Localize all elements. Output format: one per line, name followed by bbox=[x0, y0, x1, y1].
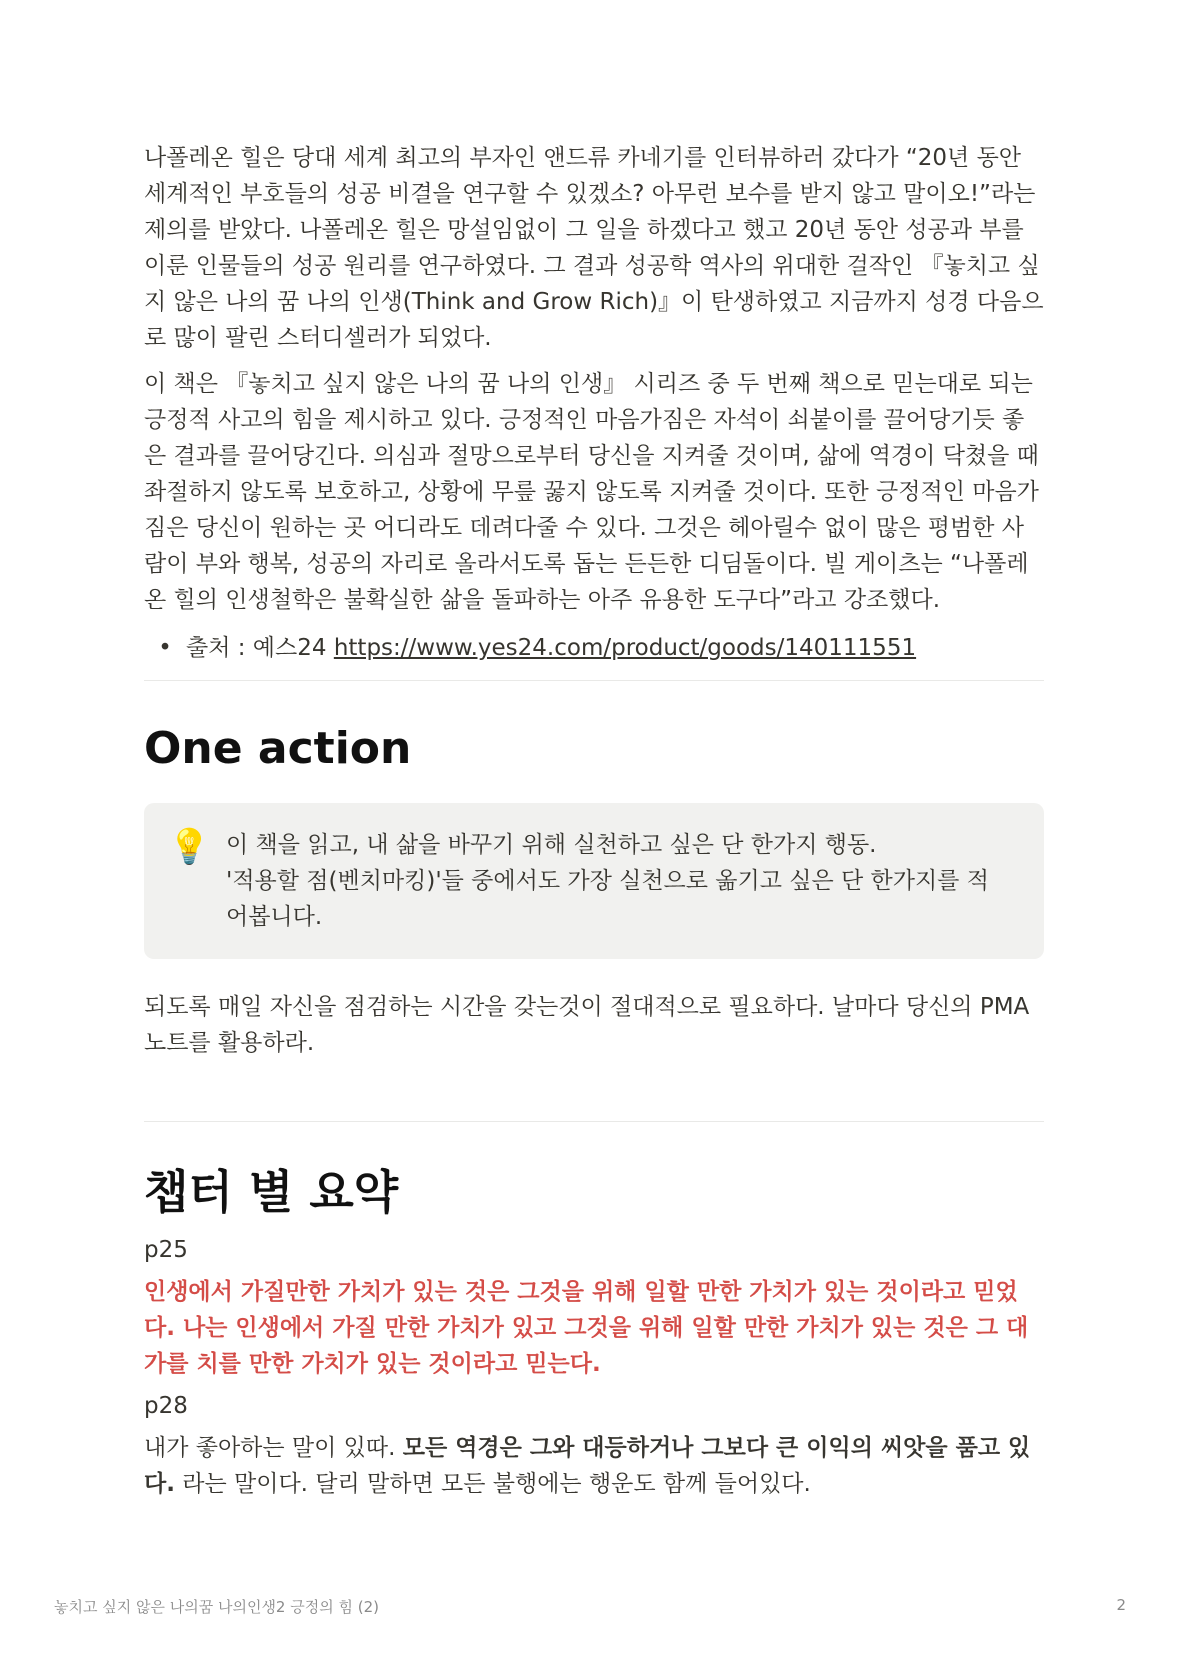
intro-paragraph-2: 이 책은 『놓치고 싶지 않은 나의 꿈 나의 인생』 시리즈 중 두 번째 책으로 믿는대로 되는 긍정적 사고의 힘을 제시하고 있다. 긍정적인 마음가짐은 자석이 쇠붙이를 끌어당기듯 좋은 결과를 끌어당긴다. 의심과 절망으로부터 당신을 지켜줄 것이며, 삶에 역경이 닥쳤을 때 좌절하지 않도록 보호하고, 상황에 무릎 꿇지 않도록 지켜줄 것이다. 또한 긍정적인 마음가짐은 당신이 원하는 곳 어디라도 데려다줄 수 있다. 그것은 헤아릴수 없이 많은 평범한 사람이 부와 행복, 성공의 자리로 올라서도록 돕는 든든한 디딤돌이다. 빌 게이츠는 “나폴레온 힐의 인생철학은 불확실한 삶을 돌파하는 아주 유용한 도구다”라고 강조했다. bbox=[144, 371, 1039, 613]
source-link[interactable]: https://www.yes24.com/product/goods/140111551 bbox=[333, 635, 917, 661]
source-text bbox=[186, 630, 916, 666]
bullet-dot-icon: • bbox=[158, 635, 172, 661]
footer-title: 놓치고 싶지 않은 나의꿈 나의인생2 긍정의 힘 (2) bbox=[54, 1598, 379, 1616]
divider bbox=[144, 1121, 1044, 1122]
one-action-text: 되도록 매일 자신을 점검하는 시간을 갖는것이 절대적으로 필요하다. 날마다 당신의 PMA노트를 활용하라. bbox=[144, 994, 1030, 1056]
p28-bold-quote: 모든 역경은 그와 대등하거나 그보다 큰 이익의 씨앗을 품고 있다. bbox=[144, 1435, 1031, 1497]
page-footer bbox=[54, 1596, 1126, 1617]
page-content bbox=[144, 140, 1044, 1502]
lightbulb-icon: 💡 bbox=[168, 827, 211, 867]
source-label: 출처 : 예스24 bbox=[186, 635, 334, 661]
one-action-heading: One action bbox=[144, 723, 412, 774]
page-ref-p28: p28 bbox=[144, 1393, 188, 1419]
p28-text-start: 내가 좋아하는 말이 있따. bbox=[144, 1435, 403, 1461]
page-ref-p25: p25 bbox=[144, 1237, 188, 1263]
p28-text-end: 라는 말이다. 달리 말하면 모든 불행에는 행운도 함께 들어있다. bbox=[174, 1471, 811, 1497]
intro-paragraph-1: 나폴레온 힐은 당대 세계 최고의 부자인 앤드류 카네기를 인터뷰하러 갔다가 “20년 동안 세계적인 부호들의 성공 비결을 연구할 수 있겠소? 아무런 보수를 받지 않고 말이오!”라는 제의를 받았다. 나폴레온 힐은 망설임없이 그 일을 하겠다고 했고 20년 동안 성공과 부를 이룬 인물들의 성공 원리를 연구하였다. 그 결과 성공학 역사의 위대한 걸작인 『놓치고 싶지 않은 나의 꿈 나의 인생(Think and Grow Rich)』이 탄생하였고 지금까지 성경 다음으로 많이 팔린 스터디셀러가 되었다. bbox=[144, 145, 1044, 351]
callout-line-2: '적용할 점(벤치마킹)'들 중에서도 가장 실천으로 옮기고 싶은 단 한가지를 적어봅니다. bbox=[226, 868, 989, 930]
divider bbox=[144, 680, 1044, 681]
callout-box bbox=[144, 803, 1044, 959]
callout-text bbox=[226, 827, 1006, 935]
chapter-summary-heading: 챕터 별 요약 bbox=[144, 1165, 399, 1219]
callout-line-1: 이 책을 읽고, 내 삶을 바꾸기 위해 실천하고 싶은 단 한가지 행동. bbox=[226, 832, 877, 858]
p28-paragraph bbox=[144, 1430, 1044, 1502]
highlighted-quote: 인생에서 가질만한 가치가 있는 것은 그것을 위해 일할 만한 가치가 있는 것이라고 믿었다. 나는 인생에서 가질 만한 가치가 있고 그것을 위해 일할 만한 가치가 있는 것은 그 대가를 치를 만한 가치가 있는 것이라고 믿는다. bbox=[144, 1279, 1029, 1377]
source-bullet bbox=[144, 630, 1044, 666]
footer-page-number: 2 bbox=[1116, 1596, 1126, 1614]
